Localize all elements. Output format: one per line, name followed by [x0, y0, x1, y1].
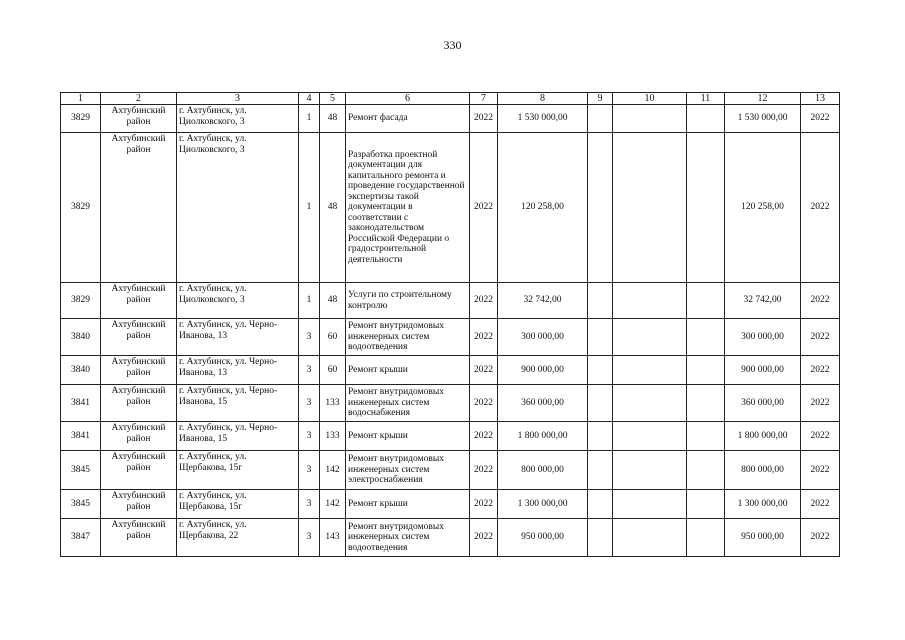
column-header-11: 11 — [687, 93, 725, 105]
col4-cell: 3 — [299, 385, 320, 422]
district-cell: Ахтубинский район — [101, 283, 177, 319]
address-cell: г. Ахтубинск, ул. Циолковского, 3 — [177, 283, 299, 319]
col10-cell — [613, 385, 687, 422]
col5-cell: 48 — [320, 133, 346, 283]
col4-cell: 3 — [299, 422, 320, 451]
column-header-6: 6 — [346, 93, 470, 105]
col10-cell — [613, 133, 687, 283]
house-id-cell: 3841 — [61, 385, 101, 422]
col9-cell — [588, 451, 613, 490]
col4-cell: 1 — [299, 133, 320, 283]
column-header-1: 1 — [61, 93, 101, 105]
table-row — [61, 422, 840, 451]
repair-program-table — [60, 92, 840, 557]
col9-cell — [588, 133, 613, 283]
col13-year-cell: 2022 — [801, 105, 840, 133]
col11-cell — [687, 283, 725, 319]
col5-cell: 143 — [320, 519, 346, 557]
col9-cell — [588, 519, 613, 557]
address-cell: г. Ахтубинск, ул. Черно-Иванова, 15 — [177, 385, 299, 422]
col11-cell — [687, 422, 725, 451]
amount-cell: 900 000,00 — [498, 356, 588, 385]
amount-cell: 32 742,00 — [498, 283, 588, 319]
col10-cell — [613, 283, 687, 319]
table-row — [61, 319, 840, 356]
column-header-3: 3 — [177, 93, 299, 105]
work-type-cell: Ремонт внутридомовых инженерных систем водоотведения — [346, 519, 470, 557]
col10-cell — [613, 519, 687, 557]
work-type-cell: Ремонт внутридомовых инженерных систем водоснабжения — [346, 385, 470, 422]
district-cell: Ахтубинский район — [101, 133, 177, 283]
column-header-8: 8 — [498, 93, 588, 105]
work-type-cell: Услуги по строительному контролю — [346, 283, 470, 319]
amount-cell: 950 000,00 — [498, 519, 588, 557]
house-id-cell: 3845 — [61, 451, 101, 490]
col12-amount-cell: 1 800 000,00 — [725, 422, 801, 451]
col13-year-cell: 2022 — [801, 319, 840, 356]
amount-cell: 1 800 000,00 — [498, 422, 588, 451]
address-cell: г. Ахтубинск, ул. Черно-Иванова, 15 — [177, 422, 299, 451]
col13-year-cell: 2022 — [801, 519, 840, 557]
district-cell: Ахтубинский район — [101, 356, 177, 385]
year-cell: 2022 — [470, 519, 498, 557]
house-id-cell: 3840 — [61, 319, 101, 356]
col5-cell: 142 — [320, 490, 346, 519]
col9-cell — [588, 356, 613, 385]
work-type-cell: Ремонт крыши — [346, 356, 470, 385]
year-cell: 2022 — [470, 356, 498, 385]
work-type-cell: Разработка проектной документации для капитального ремонта и проведение государственной экспертизы такой документации в соответствии с законодательством Российской Федерации о градостроительной деятельности — [346, 133, 470, 283]
col13-year-cell: 2022 — [801, 422, 840, 451]
work-type-cell: Ремонт фасада — [346, 105, 470, 133]
col11-cell — [687, 385, 725, 422]
column-header-5: 5 — [320, 93, 346, 105]
address-cell: г. Ахтубинск, ул. Щербакова, 15г — [177, 451, 299, 490]
work-type-cell: Ремонт внутридомовых инженерных систем электроснабжения — [346, 451, 470, 490]
year-cell: 2022 — [470, 283, 498, 319]
amount-cell: 120 258,00 — [498, 133, 588, 283]
amount-cell: 300 000,00 — [498, 319, 588, 356]
table-row — [61, 133, 840, 283]
col9-cell — [588, 490, 613, 519]
column-header-4: 4 — [299, 93, 320, 105]
year-cell: 2022 — [470, 385, 498, 422]
col5-cell: 60 — [320, 319, 346, 356]
col12-amount-cell: 800 000,00 — [725, 451, 801, 490]
district-cell: Ахтубинский район — [101, 451, 177, 490]
house-id-cell: 3845 — [61, 490, 101, 519]
column-header-9: 9 — [588, 93, 613, 105]
address-cell: г. Ахтубинск, ул. Щербакова, 15г — [177, 490, 299, 519]
col9-cell — [588, 105, 613, 133]
col11-cell — [687, 319, 725, 356]
address-cell: г. Ахтубинск, ул. Черно-Иванова, 13 — [177, 319, 299, 356]
col4-cell: 1 — [299, 105, 320, 133]
col5-cell: 142 — [320, 451, 346, 490]
col11-cell — [687, 451, 725, 490]
work-type-cell: Ремонт крыши — [346, 422, 470, 451]
table-row — [61, 283, 840, 319]
table-row — [61, 356, 840, 385]
col5-cell: 48 — [320, 105, 346, 133]
col9-cell — [588, 385, 613, 422]
district-cell: Ахтубинский район — [101, 319, 177, 356]
col10-cell — [613, 105, 687, 133]
col13-year-cell: 2022 — [801, 133, 840, 283]
col4-cell: 3 — [299, 356, 320, 385]
col5-cell: 133 — [320, 385, 346, 422]
work-type-cell: Ремонт внутридомовых инженерных систем водоотведения — [346, 319, 470, 356]
table-row — [61, 451, 840, 490]
col5-cell: 48 — [320, 283, 346, 319]
col4-cell: 3 — [299, 519, 320, 557]
col4-cell: 3 — [299, 490, 320, 519]
col10-cell — [613, 451, 687, 490]
year-cell: 2022 — [470, 422, 498, 451]
col12-amount-cell: 32 742,00 — [725, 283, 801, 319]
year-cell: 2022 — [470, 133, 498, 283]
year-cell: 2022 — [470, 319, 498, 356]
col12-amount-cell: 360 000,00 — [725, 385, 801, 422]
col12-amount-cell: 950 000,00 — [725, 519, 801, 557]
col9-cell — [588, 422, 613, 451]
col12-amount-cell: 900 000,00 — [725, 356, 801, 385]
col11-cell — [687, 133, 725, 283]
address-cell: г. Ахтубинск, ул. Циолковского, 3 — [177, 105, 299, 133]
col4-cell: 3 — [299, 451, 320, 490]
column-header-13: 13 — [801, 93, 840, 105]
col5-cell: 60 — [320, 356, 346, 385]
amount-cell: 360 000,00 — [498, 385, 588, 422]
year-cell: 2022 — [470, 490, 498, 519]
col9-cell — [588, 283, 613, 319]
column-header-12: 12 — [725, 93, 801, 105]
work-type-cell: Ремонт крыши — [346, 490, 470, 519]
table-header — [61, 93, 840, 105]
house-id-cell: 3829 — [61, 133, 101, 283]
year-cell: 2022 — [470, 451, 498, 490]
district-cell: Ахтубинский район — [101, 422, 177, 451]
district-cell: Ахтубинский район — [101, 490, 177, 519]
table-row — [61, 385, 840, 422]
year-cell: 2022 — [470, 105, 498, 133]
amount-cell: 800 000,00 — [498, 451, 588, 490]
house-id-cell: 3840 — [61, 356, 101, 385]
table-row — [61, 490, 840, 519]
col13-year-cell: 2022 — [801, 283, 840, 319]
col12-amount-cell: 1 300 000,00 — [725, 490, 801, 519]
page-number: 330 — [443, 38, 462, 52]
col12-amount-cell: 120 258,00 — [725, 133, 801, 283]
house-id-cell: 3829 — [61, 105, 101, 133]
district-cell: Ахтубинский район — [101, 519, 177, 557]
col10-cell — [613, 356, 687, 385]
col4-cell: 3 — [299, 319, 320, 356]
col13-year-cell: 2022 — [801, 385, 840, 422]
col10-cell — [613, 319, 687, 356]
column-header-2: 2 — [101, 93, 177, 105]
col10-cell — [613, 490, 687, 519]
col13-year-cell: 2022 — [801, 356, 840, 385]
col5-cell: 133 — [320, 422, 346, 451]
address-cell: г. Ахтубинск, ул. Циолковского, 3 — [177, 133, 299, 283]
col11-cell — [687, 490, 725, 519]
table-body — [61, 105, 840, 557]
col13-year-cell: 2022 — [801, 451, 840, 490]
table-row — [61, 519, 840, 557]
amount-cell: 1 300 000,00 — [498, 490, 588, 519]
col11-cell — [687, 519, 725, 557]
amount-cell: 1 530 000,00 — [498, 105, 588, 133]
house-id-cell: 3841 — [61, 422, 101, 451]
house-id-cell: 3829 — [61, 283, 101, 319]
col10-cell — [613, 422, 687, 451]
col13-year-cell: 2022 — [801, 490, 840, 519]
table-row — [61, 105, 840, 133]
col11-cell — [687, 105, 725, 133]
district-cell: Ахтубинский район — [101, 105, 177, 133]
address-cell: г. Ахтубинск, ул. Щербакова, 22 — [177, 519, 299, 557]
house-id-cell: 3847 — [61, 519, 101, 557]
col11-cell — [687, 356, 725, 385]
col12-amount-cell: 300 000,00 — [725, 319, 801, 356]
col12-amount-cell: 1 530 000,00 — [725, 105, 801, 133]
column-header-10: 10 — [613, 93, 687, 105]
col4-cell: 1 — [299, 283, 320, 319]
col9-cell — [588, 319, 613, 356]
address-cell: г. Ахтубинск, ул. Черно-Иванова, 13 — [177, 356, 299, 385]
column-header-7: 7 — [470, 93, 498, 105]
district-cell: Ахтубинский район — [101, 385, 177, 422]
